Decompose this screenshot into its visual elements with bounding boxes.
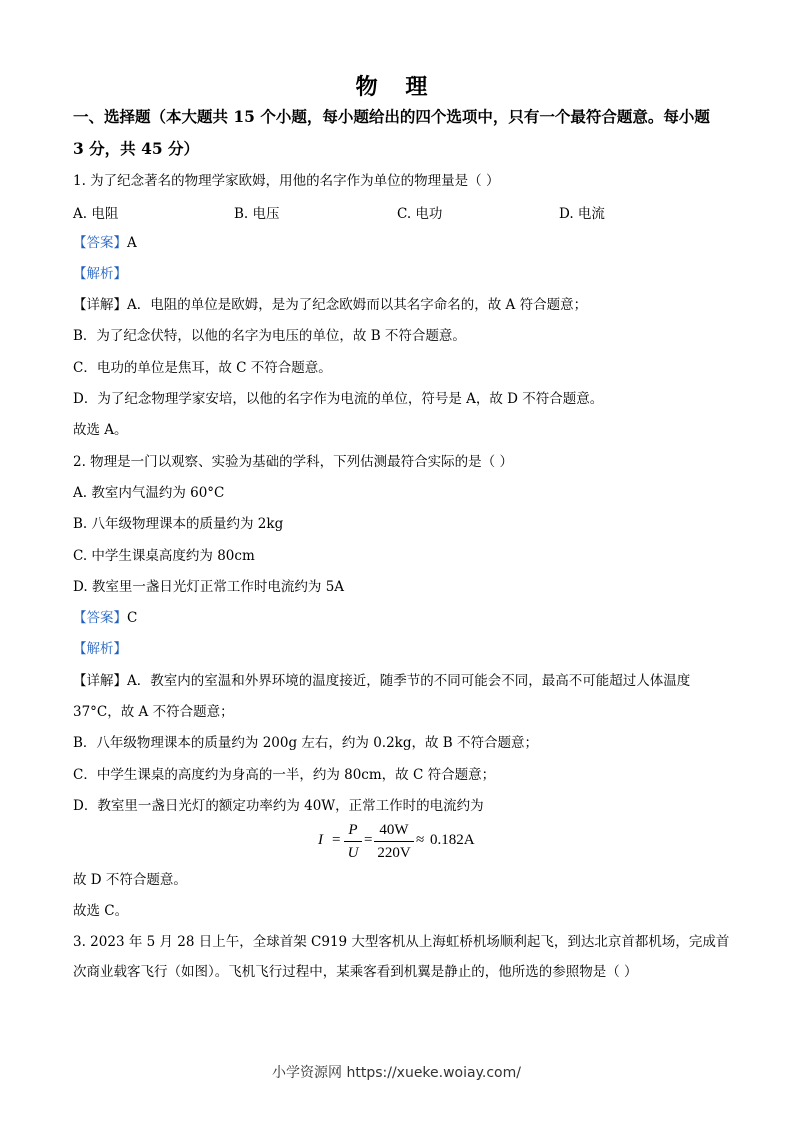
- q3-stem-line1: 3. 2023 年 5 月 28 日上午，全球首架 C919 大型客机从上海虹桥机场顺利起飞，到达北京首都机场，完成首: [73, 934, 730, 950]
- q1-answer: [73, 234, 137, 252]
- q1-answer-value: A: [127, 235, 137, 251]
- fraction-denominator: 220V: [377, 845, 411, 861]
- q2-option-d: D. 教室里一盏日光灯正常工作时电流约为 5A: [73, 579, 345, 595]
- fraction-bar: [344, 841, 362, 842]
- q1-detail-line: C．电功的单位是焦耳，故 C 不符合题意。: [73, 360, 332, 376]
- q2-stem: 2. 物理是一门以观察、实验为基础的学科，下列估测最符合实际的是（ ）: [73, 454, 513, 470]
- q1-option-a: A. 电阻: [73, 206, 119, 222]
- q1-detail-line: B．为了纪念伏特，以他的名字为电压的单位，故 B 不符合题意。: [73, 328, 466, 344]
- formula-fraction-p-over-u: [344, 820, 362, 863]
- q2-detail-line: 故 D 不符合题意。: [73, 872, 187, 888]
- formula-approx: ≈: [416, 832, 425, 848]
- section-heading-line1: 一、选择题（本大题共 15 个小题，每小题给出的四个选项中，只有一个最符合题意。每小题: [73, 107, 710, 126]
- formula-equals: =: [364, 832, 373, 848]
- q1-analysis-label: 【解析】: [73, 266, 127, 282]
- q1-option-d: D. 电流: [559, 206, 605, 222]
- q2-option-c: C. 中学生课桌高度约为 80cm: [73, 548, 255, 564]
- q1-options: [73, 202, 713, 220]
- q2-analysis-label: 【解析】: [73, 641, 127, 657]
- q1-answer-label: 【答案】: [73, 235, 127, 251]
- q1-detail-first: [73, 296, 587, 314]
- footer-watermark: 小学资源网 https://xueke.woiay.com/: [272, 1065, 521, 1081]
- page-title: 物 理: [355, 74, 438, 100]
- q2-option-b: B. 八年级物理课本的质量约为 2kg: [73, 516, 284, 532]
- q1-stem: 1. 为了纪念著名的物理学家欧姆，用他的名字作为单位的物理量是（ ）: [73, 173, 500, 189]
- fraction-bar: [374, 841, 414, 842]
- q2-answer-value: C: [127, 610, 138, 626]
- q2-detail-line: 37°C，故 A 不符合题意；: [73, 704, 234, 720]
- q2-detail-text: A．教室内的室温和外界环境的温度接近，随季节的不同可能会不同，最高不可能超过人体温度: [127, 673, 691, 689]
- q1-detail-text: A．电阻的单位是欧姆，是为了纪念欧姆而以其名字命名的，故 A 符合题意；: [127, 297, 588, 313]
- formula-equals: =: [332, 832, 341, 848]
- q1-option-b: B. 电压: [234, 206, 280, 222]
- q2-detail-line: B．八年级物理课本的质量约为 200g 左右，约为 0.2kg，故 B 不符合题意；: [73, 735, 538, 751]
- fraction-denominator: U: [347, 845, 359, 861]
- q2-conclusion: 故选 C。: [73, 903, 129, 919]
- q2-detail-line: D．教室里一盏日光灯的额定功率约为 40W，正常工作时的电流约为: [73, 798, 484, 814]
- q2-detail-label: 【详解】: [73, 673, 127, 689]
- q1-detail-label: 【详解】: [73, 297, 127, 313]
- section-heading-line2: 3 分，共 45 分）: [73, 139, 200, 158]
- q2-detail-line: C．中学生课桌的高度约为身高的一半，约为 80cm，故 C 符合题意；: [73, 767, 496, 783]
- q2-option-a: A. 教室内气温约为 60°C: [73, 485, 225, 501]
- q2-answer-label: 【答案】: [73, 610, 127, 626]
- fraction-numerator: 40W: [379, 822, 409, 838]
- fraction-numerator: P: [348, 822, 358, 838]
- formula-result: 0.182A: [430, 832, 475, 848]
- q1-option-c: C. 电功: [397, 206, 443, 222]
- current-formula: [318, 820, 518, 864]
- q1-conclusion: 故选 A。: [73, 422, 128, 438]
- q2-answer: [73, 609, 137, 627]
- q2-detail-first: [73, 672, 690, 690]
- formula-lhs: I: [318, 832, 323, 848]
- q3-stem-line2: 次商业载客飞行（如图）。飞机飞行过程中，某乘客看到机翼是静止的，他所选的参照物是（ ）: [73, 964, 638, 980]
- q1-detail-line: D．为了纪念物理学家安培，以他的名字作为电流的单位，符号是 A，故 D 不符合题意。: [73, 391, 604, 407]
- formula-fraction-values: [374, 820, 414, 863]
